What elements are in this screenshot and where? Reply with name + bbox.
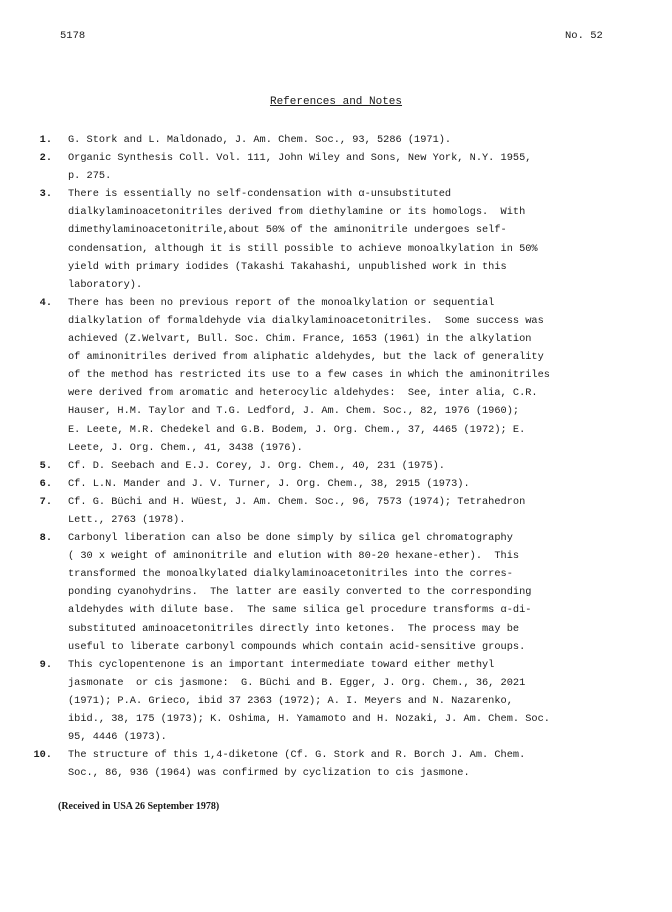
- reference-line: substituted aminoacetonitriles directly into ketones. The process may be: [68, 622, 520, 635]
- reference-number: 7.: [39, 495, 52, 508]
- reference-text: [68, 475, 658, 493]
- reference-number: 5.: [39, 459, 52, 472]
- received-note: (Received in USA 26 September 1978): [58, 801, 220, 812]
- reference-item: [18, 294, 658, 457]
- reference-line: Leete, J. Org. Chem., 41, 3438 (1976).: [68, 441, 303, 454]
- reference-text: [68, 131, 658, 149]
- reference-line: jasmonate or cis jasmone: G. Büchi and B. Egger, J. Org. Chem., 36, 2021: [68, 676, 526, 689]
- reference-number: 1.: [39, 134, 52, 146]
- reference-text: [68, 529, 658, 656]
- reference-text: [68, 656, 658, 746]
- reference-number: 10.: [33, 749, 52, 762]
- reference-line: p. 275.: [68, 170, 112, 183]
- reference-line: yield with primary iodides (Takashi Takahashi, unpublished work in this: [68, 260, 507, 273]
- reference-number: 6.: [39, 477, 52, 490]
- reference-line: There is essentially no self-condensation with α-unsubstituted: [68, 188, 452, 201]
- reference-line: 95, 4446 (1973).: [68, 731, 167, 744]
- reference-number: 2.: [39, 152, 52, 165]
- reference-line: of aminonitriles derived from aliphatic aldehydes, but the lack of generality: [68, 351, 544, 364]
- reference-line: ponding cyanohydrins. The latter are easily converted to the corresponding: [68, 586, 532, 599]
- reference-line: There has been no previous report of the monoalkylation or sequential: [68, 296, 495, 309]
- reference-line: (1971); P.A. Grieco, ibid 37 2363 (1972); A. I. Meyers and N. Nazarenko,: [68, 694, 513, 707]
- reference-item: [18, 185, 658, 294]
- reference-item: [18, 529, 658, 656]
- reference-number: 8.: [39, 532, 52, 545]
- reference-line: Lett., 2763 (1978).: [68, 513, 186, 526]
- reference-line: transformed the monoalkylated dialkylaminoacetonitriles into the corres-: [68, 568, 513, 581]
- reference-number: 4.: [39, 296, 52, 309]
- reference-line: Organic Synthesis Coll. Vol. 111, John Wiley and Sons, New York, N.Y. 1955,: [68, 152, 532, 165]
- reference-line: Cf. D. Seebach and E.J. Corey, J. Org. Chem., 40, 231 (1975).: [68, 459, 445, 472]
- page-number: 5178: [60, 30, 86, 42]
- reference-text: [68, 149, 658, 185]
- reference-line: were derived from aromatic and heterocylic aldehydes: See, inter alia, C.R.: [68, 387, 538, 400]
- reference-text: [68, 493, 658, 529]
- reference-text: [68, 185, 658, 294]
- reference-text: [68, 746, 658, 782]
- reference-line: aldehydes with dilute base. The same silica gel procedure transforms α-di-: [68, 604, 532, 617]
- reference-line: Carbonyl liberation can also be done simply by silica gel chromatography: [68, 532, 513, 545]
- reference-line: The structure of this 1,4-diketone (Cf. G. Stork and R. Borch J. Am. Chem.: [68, 749, 526, 762]
- reference-text: [68, 294, 658, 457]
- reference-number: 3.: [39, 188, 52, 201]
- reference-item: [18, 131, 658, 149]
- reference-line: G. Stork and L. Maldonado, J. Am. Chem. Soc., 93, 5286 (1971).: [68, 134, 452, 146]
- reference-line: This cyclopentenone is an important intermediate toward either methyl: [68, 658, 495, 671]
- reference-number: 9.: [39, 658, 52, 671]
- reference-line: dialkylaminoacetonitriles derived from diethylamine or its homologs. With: [68, 206, 526, 219]
- reference-item: [18, 149, 658, 185]
- reference-line: ibid., 38, 175 (1973); K. Oshima, H. Yamamoto and H. Nozaki, J. Am. Chem. Soc.: [68, 713, 550, 725]
- reference-line: achieved (Z.Welvart, Bull. Soc. Chim. France, 1653 (1961) in the alkylation: [68, 333, 532, 346]
- reference-line: Soc., 86, 936 (1964) was confirmed by cyclization to cis jasmone.: [68, 767, 470, 780]
- reference-line: Cf. L.N. Mander and J. V. Turner, J. Org. Chem., 38, 2915 (1973).: [68, 477, 470, 490]
- reference-line: Cf. G. Büchi and H. Wüest, J. Am. Chem. Soc., 96, 7573 (1974); Tetrahedron: [68, 495, 526, 508]
- reference-item: [18, 493, 658, 529]
- reference-text: [68, 457, 658, 475]
- issue-number: No. 52: [565, 30, 603, 42]
- reference-line: condensation, although it is still possible to achieve monoalkylation in 50%: [68, 242, 538, 255]
- section-title: References and Notes: [269, 96, 403, 108]
- reference-line: E. Leete, M.R. Chedekel and G.B. Bodem, J. Org. Chem., 37, 4465 (1972); E.: [68, 423, 526, 436]
- reference-item: [18, 656, 658, 746]
- reference-item: [18, 746, 658, 782]
- reference-line: of the method has restricted its use to a few cases in which the aminonitriles: [68, 369, 550, 382]
- reference-line: dimethylaminoacetonitrile,about 50% of the aminonitrile undergoes self-: [68, 224, 507, 237]
- reference-line: dialkylation of formaldehyde via dialkylaminoacetonitriles. Some success was: [68, 314, 544, 327]
- reference-line: Hauser, H.M. Taylor and T.G. Ledford, J. Am. Chem. Soc., 82, 1976 (1960);: [68, 405, 520, 418]
- references-list: [18, 131, 658, 782]
- reference-item: [18, 475, 658, 493]
- reference-line: laboratory).: [68, 278, 143, 291]
- reference-item: [18, 457, 658, 475]
- reference-line: ( 30 x weight of aminonitrile and elution with 80-20 hexane-ether). This: [68, 550, 520, 563]
- reference-line: useful to liberate carbonyl compounds which contain acid-sensitive groups.: [68, 640, 526, 653]
